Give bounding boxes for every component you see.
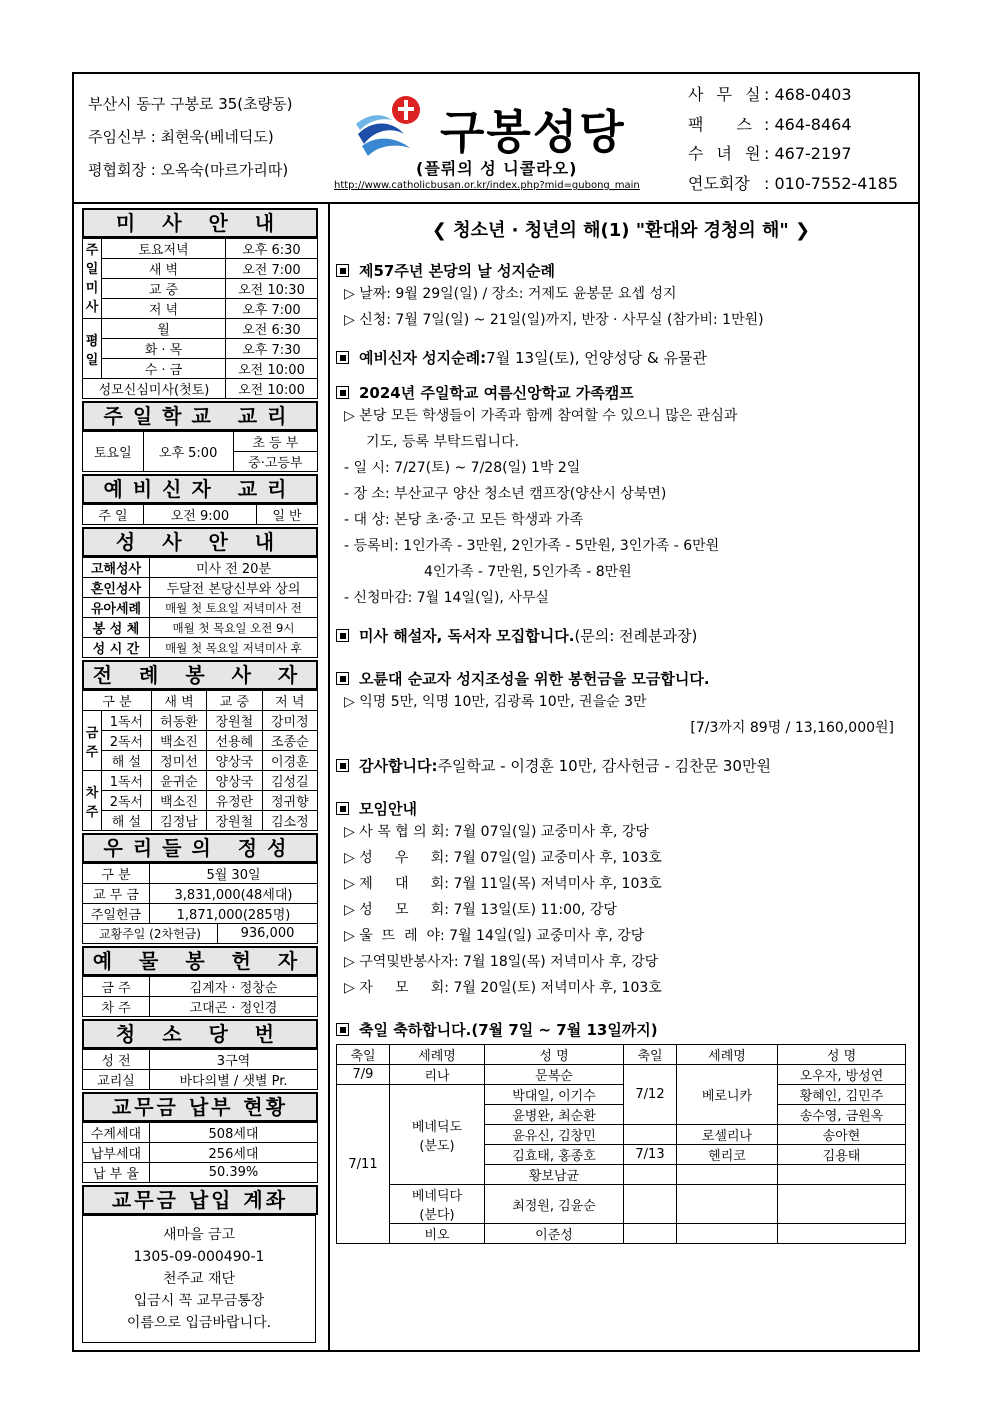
sunday-school-title: 주일학교 교리 xyxy=(82,401,318,431)
bulletin-page xyxy=(72,72,920,1352)
sunday-label: 주일미사 xyxy=(83,239,102,319)
square-bullet-icon xyxy=(336,802,349,815)
contact-convent: 수 녀 원 : 467-2197 xyxy=(688,144,852,163)
account-box xyxy=(82,1215,316,1343)
feast-table: 축일 세례명 성 명 축일 세례명 성 명 7/9 리나 문복순 7/12 베로니카 오우자, 방성연 7/11 베네딕도 (분도) 박대일, 이기수 황혜인, 김민주 윤병완, 최순환 송수영, 금원옥 윤유신, 김창민 로셀리나 송아현 김효태, 홍종호 7/13 헨리코 김용태 황보남균 베네딕다 (분다) 최정원, 김윤순 비오 이준성 xyxy=(336,1044,906,1244)
catechumen-table: 주 일 오전 9:00 일 반 xyxy=(82,504,318,525)
section-heading: 모임안내 xyxy=(336,798,906,819)
church-name: 구봉성당 xyxy=(440,105,626,159)
mass-table: 주일미사 토요저녁 오후 6:30 새 벽 오전 7:00 교 중 오전 10:30 저 녁 오후 7:00 평일 월 오전 6:30 화 · 목 오후 7:30 수 · 금 오전 10:00 성모신심미사(첫토) 오전 10:00 xyxy=(82,238,318,399)
contact-office: 사 무 실 : 468-0403 xyxy=(688,85,852,104)
address: 부산시 동구 구봉로 35(초량동) xyxy=(88,95,293,113)
square-bullet-icon xyxy=(336,264,349,277)
year-theme: ❮ 청소년 · 청년의 해(1) "환대와 경청의 해" ❯ xyxy=(431,220,811,241)
catechumen-title: 예비신자 교리 xyxy=(82,474,318,504)
sacrament-title: 성 사 안 내 xyxy=(82,527,318,557)
contact-fax: 팩 스 : 464-8464 xyxy=(688,114,852,134)
marian-mass: 성모신심미사(첫토) xyxy=(83,379,226,399)
column-divider xyxy=(328,202,330,1350)
pastor: 주임신부 : 최현욱(베네딕도) xyxy=(88,128,274,146)
square-bullet-icon xyxy=(336,1023,349,1036)
offering-table: 구 분 5월 30일 교 무 금 3,831,000(48세대) 주일헌금 1,871,000(285명) 교황주일 (2차헌금) 936,000 xyxy=(82,863,318,944)
right-column: ❮ 청소년 · 청년의 해(1) "환대와 경청의 해" ❯ 제57주년 본당의 날 성지순례 ▷ 날짜: 9월 29일(일) / 장소: 거제도 윤봉문 요셉 성지 ▷ 신청: 7월 7일(일) ~ 21일(일)까지, 반장 · 사무실 (참가비: 1만원) 예비신자 성지순례: 7월 13일(토), 언양성당 & 유물관 2024년 주일학교 여름신앙학교 가족캠프 ▷ 본당 모든 학생들이 가족과 함께 참여할 수 있으니 많은 관심과 기도, 등록 부탁드립니다. - 일 시: 7/27(토) ~ 7/28(일) 1박 2일 - 장 소: 부산교구 양산 청소년 캠프장(양산시 상북면) - 대 상: 본당 초·중·고 모든 학생과 가족 - 등록비: 1인가족 - 3만원, 2인가족 - 5만원, 3인가족 - 6만원 4인가족 - 7만원, 5인가족 - 8만원 - 신청마감: 7월 14일(일), 사무실 미사 해설자, 독서자 모집합니다. (문의: 전례분과장) 오륜대 순교자 성지조성을 위한 봉헌금을 모금합니다. ▷ 익명 5만, 익명 10만, 김광록 10만, 권을순 3만 [7/3까지 89명 / 13,160,000원] 감사합니다: 주일학교 - 이경훈 10만, 감사헌금 - 김찬문 30만원 모임안내 ▷ 사 목 협 의 회: 7월 07일(일) 교중미사 후, 강당 ▷ 성 우 회: 7월 07일(일) 교중미사 후, 103호 ▷ 제 대 회: 7월 11일(목) 저녁미사 후, 103호 ▷ 성 모 회: 7월 13일(토) 11:00, 강당 ▷ 울 뜨 레 야: 7월 14일(일) 교중미사 후, 강당 ▷ 구역및반봉사자: 7월 18일(목) 저녁미사 후, 강당 ▷ 자 모 회: 7월 20일(토) 저녁미사 후, 103호 축일 축하합니다.(7월 7일 ~ 7월 13일까지) 축일 세례명 성 명 축일 세례명 성 명 7/9 리나 문복순 7/12 베로니카 오우자, 방성연 7/11 베네딕도 (분도) 박대일, 이기수 황혜인, 김민주 윤병완, 최순환 송수영, 금원옥 윤유신, 김창민 로셀리나 송아현 김효태, 홍종호 7/13 헨리코 김용태 황보남균 베네딕다 (분다) 최정원, 김윤순 비오 이준성 xyxy=(336,208,906,1244)
offering-title: 우리들의 정성 xyxy=(82,833,318,863)
square-bullet-icon xyxy=(336,351,349,364)
left-column xyxy=(82,208,322,1343)
account-holder: 천주교 재단 xyxy=(162,1271,236,1287)
servers-table: 구 분 새 벽 교 중 저 녁 금주 1독서 허동환 장원철 강미정 2독서 백소진 선용혜 조종순 해 설 정미선 양상국 이경훈 차주 1독서 윤귀순 양상국 김성길 2독서 백소진 유정란 정귀향 해 설 김정남 장원철 김소정 xyxy=(82,690,318,831)
account-note: 이름으로 입금바랍니다. xyxy=(126,1315,272,1331)
cleaning-table: 성 전 3구역 교리실 바다의별 / 샛별 Pr. xyxy=(82,1049,318,1090)
donor-table: 금 주 김계자 · 정창순 차 주 고대곤 · 정인경 xyxy=(82,976,318,1017)
section-heading: 예비신자 성지순례: 7월 13일(토), 언양성당 & 유물관 xyxy=(336,347,906,368)
header-info xyxy=(88,88,293,187)
square-bullet-icon xyxy=(336,672,349,685)
section-heading: 2024년 주일학교 여름신앙학교 가족캠프 xyxy=(336,382,906,403)
dues-title: 교무금 납부 현황 xyxy=(82,1092,318,1122)
weekday-label: 평일 xyxy=(83,319,102,379)
square-bullet-icon xyxy=(336,759,349,772)
servers-title: 전 례 봉 사 자 xyxy=(82,660,318,690)
church-logo xyxy=(334,88,674,198)
section-heading: 미사 해설자, 독서자 모집합니다. (문의: 전례분과장) xyxy=(336,625,906,646)
square-bullet-icon xyxy=(336,629,349,642)
contact-list xyxy=(688,80,898,198)
website-link[interactable]: http://www.catholicbusan.or.kr/index.php?mid=gubong_main xyxy=(334,180,640,191)
sacrament-table: 고해성사 미사 전 20분 혼인성사 두달전 본당신부와 상의 유아세례 매월 첫 토요일 저녁미사 전 봉 성 체 매월 첫 목요일 오전 9시 성 시 간 매월 첫 목요일 저녁미사 후 xyxy=(82,557,318,658)
header xyxy=(74,74,918,204)
account-note: 입금시 꼭 교무금통장 xyxy=(133,1293,265,1309)
square-bullet-icon xyxy=(336,386,349,399)
account-bank: 새마을 금고 xyxy=(162,1227,236,1243)
mass-title: 미 사 안 내 xyxy=(82,208,318,238)
account-title: 교무금 납입 계좌 xyxy=(82,1185,318,1215)
section-heading: 감사합니다: 주일학교 - 이경훈 10만, 감사헌금 - 김찬문 30만원 xyxy=(336,755,906,776)
donor-title: 예 물 봉 헌 자 xyxy=(82,946,318,976)
section-heading: 제57주년 본당의 날 성지순례 xyxy=(336,260,906,281)
council-president: 평협회장 : 오옥숙(마르가리따) xyxy=(88,161,289,179)
dues-table: 수계세대 508세대 납부세대 256세대 납 부 율 50.39% xyxy=(82,1122,318,1183)
sunday-school-table: 토요일 오후 5:00 초 등 부 중·고등부 xyxy=(82,431,318,472)
account-number: 1305-09-000490-1 xyxy=(133,1249,265,1265)
cleaning-title: 청 소 당 번 xyxy=(82,1019,318,1049)
church-patron: (플뤼의 성 니콜라오) xyxy=(416,159,578,178)
section-heading: 축일 축하합니다.(7월 7일 ~ 7월 13일까지) xyxy=(336,1019,906,1040)
section-heading: 오륜대 순교자 성지조성을 위한 봉헌금을 모금합니다. xyxy=(336,668,906,689)
contact-funeral: 연도회장 : 010-7552-4185 xyxy=(688,173,898,193)
